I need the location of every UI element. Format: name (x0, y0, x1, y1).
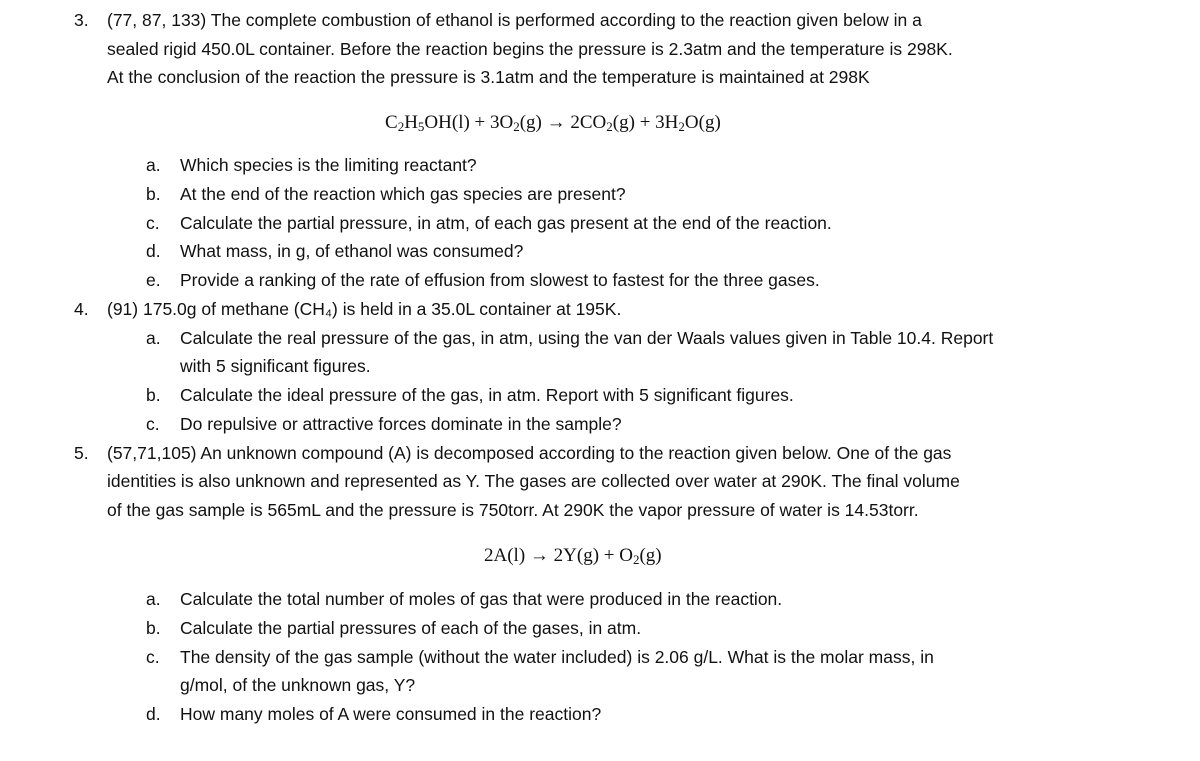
part-text: The density of the gas sample (without the water included) is 2.06 g/L. What is the molar mass, in (180, 647, 934, 667)
problem-text-line: (91) 175.0g of methane (CH₄) is held in a 35.0L container at 195K. (107, 299, 622, 319)
problem-number: 3. (74, 10, 89, 30)
part-text: g/mol, of the unknown gas, Y? (180, 675, 416, 695)
problem-number: 4. (74, 299, 89, 319)
problem-text-line: (57,71,105) An unknown compound (A) is decomposed according to the reaction given below. One of the gas (107, 443, 952, 463)
part-text: Which species is the limiting reactant? (180, 155, 477, 175)
part-text: Calculate the real pressure of the gas, in atm, using the van der Waals values given in Table 10.4. Report (180, 328, 994, 348)
part-text: Calculate the ideal pressure of the gas, in atm. Report with 5 significant figures. (180, 385, 794, 405)
part-letter: a. (146, 328, 161, 348)
problem-text-line: of the gas sample is 565mL and the pressure is 750torr. At 290K the vapor pressure of water is 14.53torr. (107, 500, 919, 520)
problem-number: 5. (74, 443, 89, 463)
part-letter: a. (146, 155, 161, 175)
part-letter: b. (146, 385, 161, 405)
part-text: What mass, in g, of ethanol was consumed? (180, 241, 524, 261)
part-text: At the end of the reaction which gas species are present? (180, 184, 626, 204)
decomposition-equation: $2A(l) \to 2Y(g) + O_2(g)$ (484, 545, 662, 567)
problem-text-line: sealed rigid 450.0L container. Before the reaction begins the pressure is 2.3atm and the temperature is 298K. (107, 39, 953, 59)
part-text: Calculate the partial pressures of each of the gases, in atm. (180, 618, 642, 638)
part-letter: a. (146, 589, 161, 609)
problem-text-line: identities is also unknown and represented as Y. The gases are collected over water at 290K. The final volume (107, 471, 960, 491)
part-letter: d. (146, 241, 161, 261)
part-text: Calculate the total number of moles of gas that were produced in the reaction. (180, 589, 783, 609)
part-text: Provide a ranking of the rate of effusion from slowest to fastest for the three gases. (180, 270, 820, 290)
problem-text-line: (77, 87, 133) The complete combustion of ethanol is performed according to the reaction given below in a (107, 10, 922, 30)
part-letter: b. (146, 184, 161, 204)
part-text: How many moles of A were consumed in the reaction? (180, 704, 602, 724)
part-letter: c. (146, 213, 160, 233)
part-text: Calculate the partial pressure, in atm, of each gas present at the end of the reaction. (180, 213, 832, 233)
part-letter: e. (146, 270, 161, 290)
part-letter: c. (146, 414, 160, 434)
problem-text-line: At the conclusion of the reaction the pressure is 3.1atm and the temperature is maintained at 298K (107, 67, 870, 87)
part-text: Do repulsive or attractive forces dominate in the sample? (180, 414, 622, 434)
part-letter: d. (146, 704, 161, 724)
part-text: with 5 significant figures. (180, 356, 371, 376)
part-letter: b. (146, 618, 161, 638)
part-letter: c. (146, 647, 160, 667)
combustion-equation: $C_2H_5OH(l) + 3O_2(g) \to 2CO_2(g) + 3H_2O(g)$ (385, 112, 721, 134)
